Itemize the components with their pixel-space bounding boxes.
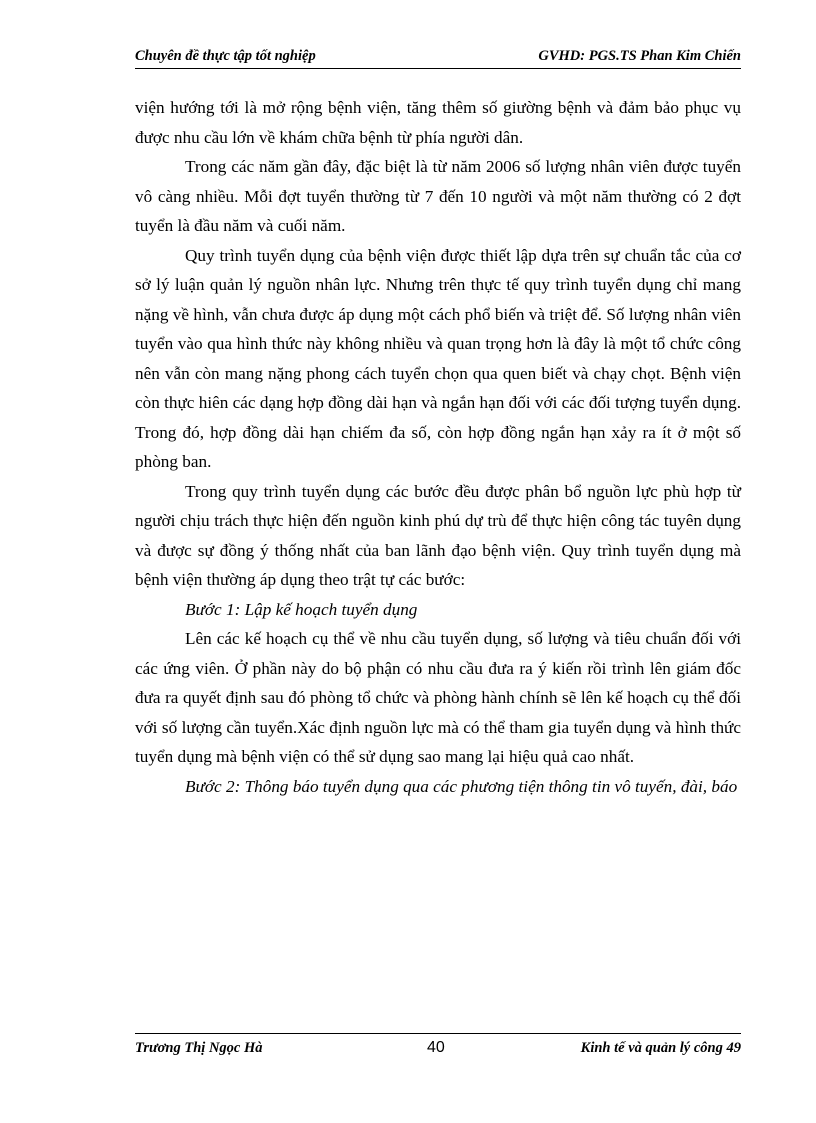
body-text: [135, 93, 741, 801]
header-report-title: Chuyên đề thực tập tốt nghiệp: [135, 48, 316, 64]
page-footer: [135, 1039, 741, 1061]
paragraph: Lên các kế hoạch cụ thể về nhu cầu tuyển dụng, số lượng và tiêu chuẩn đối với các ứng viên. Ở phần này do bộ phận có nhu cầu đưa ra ý kiến rồi trình lên giám đốc đưa ra quyết định sau đó phòng tổ chức và phòng hành chính sẽ lên kế hoạch cụ thể đối với số lượng cần tuyển.Xác định nguồn lực mà có thể tham gia tuyển dụng và hình thức tuyển dụng mà bệnh viện có thể sử dụng sao mang lại hiệu quả cao nhất.: [135, 629, 741, 766]
page-number: 40: [427, 1039, 445, 1056]
footer-divider: [135, 1033, 741, 1034]
paragraph: Quy trình tuyển dụng của bệnh viện được thiết lập dựa trên sự chuẩn tắc của cơ sở lý luận quản lý nguồn nhân lực. Nhưng trên thực tế quy trình tuyển dụng chỉ mang nặng về hình, vẫn chưa được áp dụng một cách phổ biến và triệt để. Số lượng nhân viên tuyển vào qua hình thức này không nhiều và quan trọng hơn là đây là một tổ chức công nên vẫn còn mang nặng phong cách tuyển chọn qua quen biết và chạy chọt. Bệnh viện còn thực hiên các dạng hợp đồng dài hạn và ngắn hạn đối với các đối tượng tuyển dụng. Trong đó, hợp đồng dài hạn chiếm đa số, còn hợp đồng ngắn hạn xảy ra ít ở một số phòng ban.: [135, 245, 741, 471]
paragraph: Trong quy trình tuyển dụng các bước đều được phân bổ nguồn lực phù hợp từ người chịu trách thực hiện đến nguồn kinh phú dự trù để thực hiện công tác tuyên dụng và được sự đồng ý thống nhất của ban lãnh đạo bệnh viện. Quy trình tuyển dụng mà bệnh viện thường áp dụng theo trật tự các bước:: [135, 481, 741, 589]
step-heading: Bước 2: Thông báo tuyển dụng qua các phương tiện thông tin vô tuyến, đài, báo: [185, 776, 738, 796]
header-divider: [135, 68, 741, 69]
paragraph: Trong các năm gần đây, đặc biệt là từ năm 2006 số lượng nhân viên được tuyển vô càng nhiều. Mỗi đợt tuyển thường từ 7 đến 10 người và một năm thường có 2 đợt tuyển là đầu năm và cuối năm.: [135, 157, 741, 235]
step-heading: Bước 1: Lập kế hoạch tuyển dụng: [185, 599, 418, 619]
header-supervisor: GVHD: PGS.TS Phan Kim Chiến: [538, 48, 741, 64]
page-header: [135, 48, 741, 68]
footer-author: Trương Thị Ngọc Hà: [135, 1040, 263, 1056]
paragraph-continuation: viện hướng tới là mở rộng bệnh viện, tăng thêm số giường bệnh và đảm bảo phục vụ được nhu cầu lớn về khám chữa bệnh từ phía người dân.: [135, 98, 741, 147]
footer-course: Kinh tế và quản lý công 49: [580, 1040, 741, 1056]
